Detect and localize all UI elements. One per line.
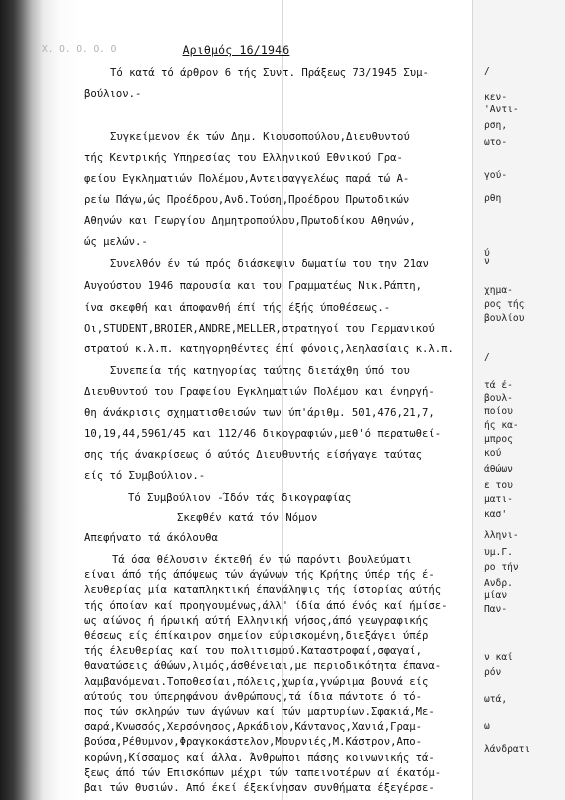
margin-note: βουλ- xyxy=(484,393,513,404)
body-line: ξεως άπό τών Επισκόπων μέχρι τών ταπεινοτέρων αί έκατόμ- xyxy=(84,766,442,779)
body-line: αύτούς του ύπερηφάνου άνθρώπους,τά ίδια πάντοτε ό τό- xyxy=(84,690,423,703)
body-line: Σκεφθέν κατά τόν Νόμον xyxy=(177,512,318,524)
margin-note: λληνι- xyxy=(484,530,519,541)
margin-note: κασ' xyxy=(484,509,508,520)
document-number-heading: Αριθμός 16/1946 xyxy=(182,43,290,57)
margin-note: υμ.Γ. xyxy=(484,547,513,558)
margin-note: Ανδρ. xyxy=(484,578,513,589)
body-line: Αυγούστου 1946 παρουσία και του Γραμματέως Νικ.Ράπτη, xyxy=(84,280,423,292)
body-line: Τό Συμβούλιον -Ίδόν τάς δικογραφίας xyxy=(128,492,352,504)
body-line: Τό κατά τό άρθρον 6 τής Συντ. Πράξεως 73/1945 Συμ- xyxy=(110,67,429,79)
margin-note: τά έ- xyxy=(484,380,513,391)
margin-note: ωτο- xyxy=(484,137,508,148)
body-line: τής έλευθερίας καί του πολιτισμού.Καταστροφαί,σφαγαί, xyxy=(84,645,423,658)
body-line: Αθηνών και Γεωργίου Δημητροπούλου,Πρωτοδίκου Αθηνών, xyxy=(84,215,416,227)
body-line: βούλιον.- xyxy=(84,88,142,100)
margin-note: άθώων xyxy=(484,464,513,475)
margin-note: βουλίου xyxy=(484,313,525,324)
body-line: στρατού κ.λ.π. κατηγορηθέντες έπί φόνοις,λεηλασίαις κ.λ.π. xyxy=(84,343,454,355)
margin-note: ρόν xyxy=(484,667,502,678)
body-line: ρείω Πάγω,ώς Προέδρου,Ανδ.Τούση,Προέδρου Πρωτοδικών xyxy=(84,194,410,206)
body-line: σαρά,Κνωσσός,Χερσόνησος,Αρκάδιον,Κάντανος,Χανιά,Γραμ- xyxy=(84,721,423,734)
margin-note: μίαν xyxy=(484,590,508,601)
margin-note: ν καί xyxy=(484,652,513,663)
margin-note: / xyxy=(484,66,490,77)
margin-note: ε του xyxy=(484,480,513,491)
margin-note: ής κα- xyxy=(484,420,519,431)
body-line: πος τών σκληρών των άγώνων καί τών μαρτυρίων.Σφακιά,Με- xyxy=(84,706,435,718)
margin-note: ποίου xyxy=(484,406,513,417)
body-line: ως αίώνος ή ήρωική αύτή Ελληνική νήσος,άπό γεωγραφικής xyxy=(84,614,429,627)
margin-note: μπρος xyxy=(484,434,513,445)
margin-note: ν xyxy=(484,256,490,267)
margin-note: γού- xyxy=(484,170,508,181)
body-line: λευθερίας μία καταπληκτική έπανάληψις τής ίστορίας αύτής xyxy=(84,584,442,597)
body-line: τής Κεντρικής Υπηρεσίας του Ελληνικού Εθνικού Γρα- xyxy=(84,152,403,164)
body-line: 10,19,44,5961/45 και 112/46 δικογραφιών,μεθ'ό περατωθεί- xyxy=(84,428,442,440)
margin-note: ω xyxy=(484,721,490,732)
body-line: ώς μελών.- xyxy=(84,236,148,248)
margin-note: / xyxy=(484,352,490,363)
margin-note: ωτά, xyxy=(484,694,508,705)
body-line: είναι άπό τής άπόψεως τών άγώνων τής Κρήτης ύπέρ τής έ- xyxy=(84,569,435,582)
body-line: ίνα σκεφθή και άποφανθή έπί τής έξής ύποθέσεως.- xyxy=(84,302,391,314)
margin-note: Παν- xyxy=(484,604,508,615)
body-line: βούσα,Ρέθυμνον,Φραγκοκάστελον,Μουρνιές,Μ.Κάστρον,Απο- xyxy=(84,736,423,749)
body-line: Τά όσα θέλουσιν έκτεθή έν τώ παρόντι βουλεύματι xyxy=(112,554,412,566)
margin-note: ύ xyxy=(484,248,490,259)
body-line: Διευθυντού του Γραφείου Εγκληματιών Πολέμου και ένηργή- xyxy=(84,386,435,398)
body-line: Οι,STUDENT,BROIER,ANDRE,MELLER,στρατηγοί του Γερμανικού xyxy=(84,323,435,335)
faint-header-text: Χ. Ο. Ο. Ο. Ο xyxy=(42,44,117,55)
body-line: θέσεως είς έπίκαιρον σημείον εύρισκομένη,διεξάγει ύπέρ xyxy=(84,630,429,642)
body-line: σης τής άνακρίσεως ό αύτός Διευθυντής είσήγαγε ταύτας xyxy=(84,449,423,461)
body-line: Συνεπεία τής κατηγορίας ταύτης διετάχθη ύπό του xyxy=(110,365,410,377)
margin-note: ματι- xyxy=(484,494,513,505)
body-line: λαμβανόμεναι.Τοποθεσίαι,πόλεις,χωρία,γνώριμα βουνά είς xyxy=(84,675,429,688)
body-line: κορώνη,Κίσσαμος καί άλλα. Άνθρωποι πάσης κοινωνικής τά- xyxy=(84,751,435,764)
body-line: θανατώσεις άθώων,λιμός,άσθένειαι,με περιοδικότητα έπανα- xyxy=(84,660,442,673)
margin-note: ρο τήν xyxy=(484,562,519,573)
margin-note: χημα- xyxy=(484,285,513,296)
margin-note: 'Αντι- xyxy=(484,104,519,115)
margin-note: ρση, xyxy=(484,120,508,131)
margin-note: κού xyxy=(484,448,502,459)
margin-note: ρθη xyxy=(484,193,502,204)
body-line: τής όποίαν καί προηγουμένως,άλλ' ίδία άπό ένός καί ήμίσε- xyxy=(84,599,448,612)
body-line: Συνελθόν έν τώ πρός διάσκεψιν δωματίω του την 21αν xyxy=(110,258,429,270)
body-line: είς τό Συμβούλιον.- xyxy=(84,470,206,482)
margin-note: κεν- xyxy=(484,92,508,103)
body-line: βαι τών θυσιών. Από έκεί έξεκίνησαν συνθήματα έξεγέρσε- xyxy=(84,782,435,794)
body-line: Απεφήνατο τά άκόλουθα xyxy=(84,532,218,544)
body-line: θη άνάκρισις σχηματισθεισών των ύπ'άριθμ. 501,476,21,7, xyxy=(84,407,435,419)
margin-note: ρος τής xyxy=(484,299,525,310)
body-line: Συγκείμενον έκ τών Δημ. Κιουσοπούλου,Διευθυντού xyxy=(110,131,410,143)
margin-note: λάνδρατι xyxy=(484,744,531,755)
body-line: φείου Εγκληματιών Πολέμου,Αντεισαγγελέως παρά τώ Α- xyxy=(84,173,410,185)
